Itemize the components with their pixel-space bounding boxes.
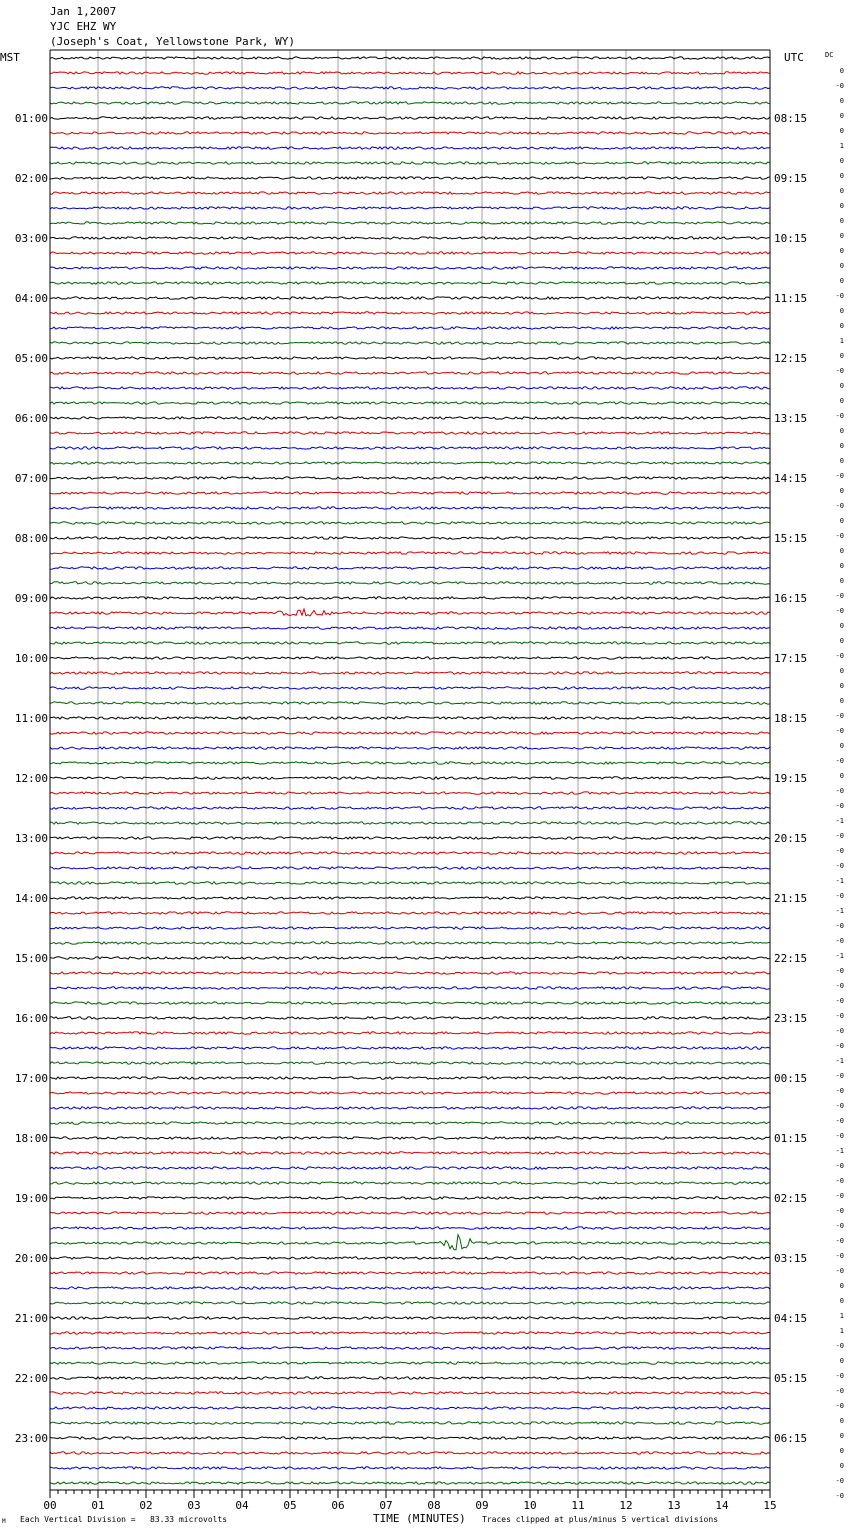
trace-line — [50, 1332, 770, 1334]
dc-offset-label: 1 — [839, 1312, 844, 1320]
dc-offset-label: -0 — [835, 1372, 844, 1380]
dc-offset-label: 0 — [839, 1282, 844, 1290]
x-tick-label: 03 — [187, 1499, 201, 1512]
trace-line — [50, 387, 770, 389]
trace-line — [50, 927, 770, 929]
mst-hour-label: 16:00 — [14, 1012, 48, 1025]
dc-offset-label: 0 — [839, 442, 844, 450]
dc-offset-label: 0 — [839, 1447, 844, 1455]
mst-hour-label: 04:00 — [14, 292, 48, 305]
trace-line — [50, 792, 770, 794]
dc-offset-label: 0 — [839, 307, 844, 315]
trace-line — [50, 402, 770, 404]
dc-offset-label: -0 — [835, 412, 844, 420]
x-tick-label: 02 — [139, 1499, 153, 1512]
trace-line — [50, 57, 770, 59]
dc-offset-label: 0 — [839, 217, 844, 225]
dc-offset-label: 0 — [839, 457, 844, 465]
trace-line — [50, 222, 770, 224]
trace-line — [50, 1407, 770, 1409]
trace-line — [50, 1227, 770, 1229]
trace-line — [50, 822, 770, 824]
trace-line — [50, 897, 770, 899]
trace-line — [50, 312, 770, 314]
trace-line — [50, 342, 770, 344]
dc-offset-label: -1 — [835, 817, 844, 825]
dc-offset-label: 0 — [839, 172, 844, 180]
trace-line — [50, 852, 770, 854]
dc-offset-label: -0 — [835, 1102, 844, 1110]
mst-hour-label: 03:00 — [14, 232, 48, 245]
x-tick-label: 04 — [235, 1499, 249, 1512]
mst-hour-label: 15:00 — [14, 952, 48, 965]
dc-offset-label: -0 — [835, 1132, 844, 1140]
utc-hour-label: 05:15 — [774, 1372, 808, 1385]
dc-offset-label: 0 — [839, 157, 844, 165]
dc-offset-label: 0 — [839, 547, 844, 555]
trace-line — [50, 492, 770, 494]
mst-hour-label: 01:00 — [14, 112, 48, 125]
trace-line — [50, 87, 770, 89]
dc-offset-label: -0 — [835, 997, 844, 1005]
trace-line — [50, 1437, 770, 1439]
corner-mark: M — [2, 1518, 6, 1525]
dc-offset-label: -0 — [835, 367, 844, 375]
dc-offset-label: -0 — [835, 472, 844, 480]
trace-line — [50, 327, 770, 329]
utc-hour-label: 15:15 — [774, 532, 808, 545]
utc-hour-label: 22:15 — [774, 952, 808, 965]
dc-offset-label: -0 — [835, 847, 844, 855]
dc-offset-label: -0 — [835, 922, 844, 930]
trace-line — [50, 1362, 770, 1364]
dc-offset-label: -0 — [835, 982, 844, 990]
trace-line — [50, 1287, 770, 1289]
trace-line — [50, 957, 770, 959]
utc-hour-label: 12:15 — [774, 352, 808, 365]
dc-offset-label: 0 — [839, 742, 844, 750]
utc-hour-label: 04:15 — [774, 1312, 808, 1325]
mst-hour-label: 02:00 — [14, 172, 48, 185]
trace-line — [50, 432, 770, 434]
dc-offset-label: 0 — [839, 682, 844, 690]
dc-offset-label: -1 — [835, 907, 844, 915]
dc-offset-label: -0 — [835, 787, 844, 795]
trace-line — [50, 942, 770, 944]
trace-line — [50, 177, 770, 179]
dc-offset-label: 1 — [839, 1327, 844, 1335]
trace-line — [50, 1032, 770, 1034]
header-location: (Joseph's Coat, Yellowstone Park, WY) — [50, 35, 296, 48]
trace-line — [50, 1002, 770, 1004]
dc-offset-label: -0 — [835, 607, 844, 615]
trace-line — [50, 1482, 770, 1484]
dc-offset-label: 0 — [839, 247, 844, 255]
dc-offset-label: -0 — [835, 1192, 844, 1200]
x-tick-label: 09 — [475, 1499, 489, 1512]
dc-offset-label: 0 — [839, 397, 844, 405]
dc-offset-label: -0 — [835, 757, 844, 765]
trace-line — [50, 1392, 770, 1394]
dc-offset-label: 0 — [839, 1417, 844, 1425]
mst-hour-label: 12:00 — [14, 772, 48, 785]
trace-line — [50, 1197, 770, 1199]
mst-hour-label: 10:00 — [14, 652, 48, 665]
dc-offset-label: -0 — [835, 652, 844, 660]
dc-offset-label: 1 — [839, 337, 844, 345]
dc-offset-label: -0 — [835, 1177, 844, 1185]
dc-offset-label: -0 — [835, 1042, 844, 1050]
dc-offset-label: -1 — [835, 952, 844, 960]
dc-offset-label: 0 — [839, 1297, 844, 1305]
trace-line — [50, 282, 770, 284]
dc-offset-label: -0 — [835, 892, 844, 900]
dc-offset-label: 0 — [839, 202, 844, 210]
x-tick-label: 08 — [427, 1499, 441, 1512]
dc-offset-label: -0 — [835, 82, 844, 90]
trace-line — [50, 702, 770, 704]
dc-offset-label: 0 — [839, 262, 844, 270]
trace-line — [50, 1092, 770, 1094]
dc-offset-label: -0 — [835, 967, 844, 975]
trace-line — [50, 162, 770, 164]
trace-line — [50, 147, 770, 149]
dc-offset-label: 0 — [839, 622, 844, 630]
trace-line — [50, 807, 770, 809]
trace-line — [50, 522, 770, 524]
dc-offset-label: 0 — [839, 637, 844, 645]
trace-line — [50, 1377, 770, 1379]
trace-line — [50, 267, 770, 269]
mst-hour-label: 05:00 — [14, 352, 48, 365]
trace-line — [50, 777, 770, 779]
x-axis-title: TIME (MINUTES) — [373, 1512, 466, 1525]
trace-line — [50, 687, 770, 689]
trace-line — [50, 837, 770, 839]
dc-offset-label: -0 — [835, 1342, 844, 1350]
trace-line — [50, 1235, 770, 1250]
dc-offset-label: -0 — [835, 1012, 844, 1020]
clip-note: Traces clipped at plus/minus 5 vertical divisions — [482, 1515, 719, 1524]
trace-line — [50, 132, 770, 134]
utc-hour-label: 09:15 — [774, 172, 808, 185]
trace-line — [50, 657, 770, 659]
trace-line — [50, 1452, 770, 1454]
trace-line — [50, 867, 770, 869]
dc-offset-label: 1 — [839, 142, 844, 150]
dc-offset-label: -0 — [835, 1072, 844, 1080]
mst-axis-label: MST — [0, 51, 20, 64]
dc-offset-label: 0 — [839, 667, 844, 675]
dc-offset-label: 0 — [839, 577, 844, 585]
dc-offset-label: -0 — [835, 712, 844, 720]
trace-line — [50, 972, 770, 974]
utc-hour-label: 21:15 — [774, 892, 808, 905]
dc-offset-label: -0 — [835, 1027, 844, 1035]
trace-line — [50, 192, 770, 194]
trace-line — [50, 1422, 770, 1424]
dc-offset-label: 0 — [839, 127, 844, 135]
dc-offset-label: -0 — [835, 862, 844, 870]
trace-line — [50, 762, 770, 764]
dc-offset-label: -0 — [835, 532, 844, 540]
utc-hour-label: 14:15 — [774, 472, 808, 485]
dc-offset-label: -0 — [835, 1387, 844, 1395]
x-tick-label: 14 — [715, 1499, 729, 1512]
dc-offset-label: -0 — [835, 1402, 844, 1410]
trace-line — [50, 1062, 770, 1064]
utc-hour-label: 16:15 — [774, 592, 808, 605]
trace-line — [50, 372, 770, 374]
trace-line — [50, 357, 770, 359]
dc-offset-label: 0 — [839, 382, 844, 390]
trace-line — [50, 1302, 770, 1304]
utc-hour-label: 23:15 — [774, 1012, 808, 1025]
mst-hour-label: 18:00 — [14, 1132, 48, 1145]
dc-offset-label: -0 — [835, 937, 844, 945]
trace-line — [50, 237, 770, 239]
trace-line — [50, 1047, 770, 1049]
dc-offset-label: 0 — [839, 697, 844, 705]
trace-line — [50, 717, 770, 719]
dc-offset-label: -0 — [835, 1207, 844, 1215]
x-tick-label: 07 — [379, 1499, 393, 1512]
trace-line — [50, 552, 770, 554]
dc-offset-label: 0 — [839, 487, 844, 495]
mst-hour-label: 21:00 — [14, 1312, 48, 1325]
dc-offset-label: 0 — [839, 427, 844, 435]
dc-offset-label: -0 — [835, 592, 844, 600]
trace-line — [50, 732, 770, 734]
dc-offset-label: 0 — [839, 277, 844, 285]
trace-line — [50, 102, 770, 104]
dc-offset-label: 0 — [839, 562, 844, 570]
trace-line — [50, 1182, 770, 1184]
utc-hour-label: 18:15 — [774, 712, 808, 725]
trace-line — [50, 597, 770, 599]
dc-offset-label: 0 — [839, 322, 844, 330]
dc-offset-label: 0 — [839, 1357, 844, 1365]
utc-hour-label: 11:15 — [774, 292, 808, 305]
dc-offset-label: -0 — [835, 1237, 844, 1245]
utc-hour-label: 06:15 — [774, 1432, 808, 1445]
dc-offset-label: 0 — [839, 97, 844, 105]
mst-hour-label: 13:00 — [14, 832, 48, 845]
trace-line — [50, 507, 770, 509]
trace-line — [50, 207, 770, 209]
mst-hour-label: 09:00 — [14, 592, 48, 605]
trace-line — [50, 447, 770, 449]
trace-line — [50, 642, 770, 644]
scale-note: Each Vertical Division = 83.33 microvolts — [20, 1515, 228, 1524]
x-tick-label: 00 — [43, 1499, 57, 1512]
trace-line — [50, 117, 770, 119]
dc-offset-label: 0 — [839, 112, 844, 120]
trace-line — [50, 462, 770, 464]
utc-hour-label: 17:15 — [774, 652, 808, 665]
trace-line — [50, 252, 770, 254]
trace-line — [50, 72, 770, 74]
trace-line — [50, 1347, 770, 1349]
dc-offset-label: -0 — [835, 1087, 844, 1095]
trace-line — [50, 1137, 770, 1139]
x-tick-label: 11 — [571, 1499, 585, 1512]
trace-line — [50, 987, 770, 989]
utc-axis-label: UTC — [784, 51, 804, 64]
dc-offset-label: -0 — [835, 292, 844, 300]
mst-hour-label: 08:00 — [14, 532, 48, 545]
trace-line — [50, 1467, 770, 1469]
x-tick-label: 12 — [619, 1499, 633, 1512]
dc-offset-label: -0 — [835, 832, 844, 840]
trace-line — [50, 882, 770, 884]
dc-offset-label: -0 — [835, 727, 844, 735]
dc-offset-label: -0 — [835, 1492, 844, 1500]
trace-line — [50, 1167, 770, 1169]
trace-line — [50, 912, 770, 914]
dc-offset-label: -0 — [835, 502, 844, 510]
trace-line — [50, 1122, 770, 1124]
dc-offset-label: 0 — [839, 232, 844, 240]
dc-offset-label: -1 — [835, 1057, 844, 1065]
dc-offset-label: 0 — [839, 352, 844, 360]
header-station: YJC EHZ WY — [50, 20, 117, 33]
mst-hour-label: 23:00 — [14, 1432, 48, 1445]
trace-line — [50, 582, 770, 584]
x-tick-label: 13 — [667, 1499, 681, 1512]
trace-line — [50, 1272, 770, 1274]
mst-hour-label: 11:00 — [14, 712, 48, 725]
trace-line — [50, 609, 770, 616]
dc-offset-label: 0 — [839, 67, 844, 75]
mst-hour-label: 06:00 — [14, 412, 48, 425]
dc-offset-label: 0 — [839, 517, 844, 525]
x-tick-label: 05 — [283, 1499, 297, 1512]
dc-offset-label: -0 — [835, 1117, 844, 1125]
trace-line — [50, 537, 770, 539]
header-date: Jan 1,2007 — [50, 5, 117, 18]
x-tick-label: 10 — [523, 1499, 537, 1512]
utc-hour-label: 19:15 — [774, 772, 808, 785]
utc-hour-label: 02:15 — [774, 1192, 808, 1205]
mst-hour-label: 19:00 — [14, 1192, 48, 1205]
trace-line — [50, 1077, 770, 1079]
trace-line — [50, 1017, 770, 1019]
utc-hour-label: 10:15 — [774, 232, 808, 245]
trace-line — [50, 417, 770, 419]
utc-hour-label: 03:15 — [774, 1252, 808, 1265]
trace-line — [50, 477, 770, 479]
mst-hour-label: 17:00 — [14, 1072, 48, 1085]
dc-header-label: DC — [825, 51, 834, 59]
dc-offset-label: 0 — [839, 187, 844, 195]
utc-hour-label: 08:15 — [774, 112, 808, 125]
mst-hour-label: 14:00 — [14, 892, 48, 905]
dc-offset-label: -0 — [835, 1477, 844, 1485]
dc-offset-label: -0 — [835, 1162, 844, 1170]
trace-line — [50, 297, 770, 299]
trace-line — [50, 672, 770, 674]
trace-line — [50, 627, 770, 629]
mst-hour-label: 22:00 — [14, 1372, 48, 1385]
trace-line — [50, 567, 770, 569]
utc-hour-label: 01:15 — [774, 1132, 808, 1145]
trace-line — [50, 1152, 770, 1154]
trace-line — [50, 1212, 770, 1214]
mst-hour-label: 07:00 — [14, 472, 48, 485]
x-tick-label: 06 — [331, 1499, 345, 1512]
dc-offset-label: 0 — [839, 1432, 844, 1440]
utc-hour-label: 13:15 — [774, 412, 808, 425]
dc-offset-label: -0 — [835, 1252, 844, 1260]
dc-offset-label: 0 — [839, 772, 844, 780]
x-tick-label: 15 — [763, 1499, 777, 1512]
dc-offset-label: -0 — [835, 1222, 844, 1230]
x-tick-label: 01 — [91, 1499, 105, 1512]
dc-offset-label: -0 — [835, 802, 844, 810]
trace-line — [50, 1107, 770, 1109]
trace-line — [50, 1257, 770, 1259]
utc-hour-label: 00:15 — [774, 1072, 808, 1085]
trace-line — [50, 747, 770, 749]
dc-offset-label: -1 — [835, 877, 844, 885]
dc-offset-label: -0 — [835, 1267, 844, 1275]
dc-offset-label: -1 — [835, 1147, 844, 1155]
trace-line — [50, 1317, 770, 1319]
dc-offset-label: 0 — [839, 1462, 844, 1470]
mst-hour-label: 20:00 — [14, 1252, 48, 1265]
utc-hour-label: 20:15 — [774, 832, 808, 845]
